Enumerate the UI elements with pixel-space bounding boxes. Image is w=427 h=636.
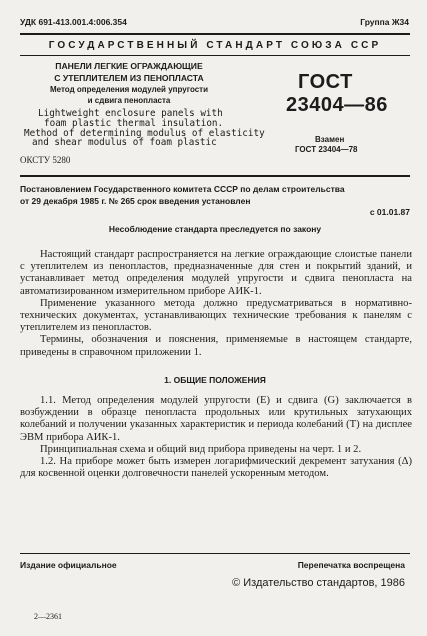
reprint-notice: Перепечатка воспрещена (297, 560, 405, 570)
group-code: Группа Ж34 (360, 17, 409, 27)
section-paragraph: 1.1. Метод определения модулей упругости (E) и сдвига (G) заключается в возбуждении в образце пенопласта продольных или крутильных затухающих колебаний и получении указанных характеристик и периода колебаний (T) на дисплее ЭВМ прибора АИК-1. (20, 395, 412, 443)
section-paragraph: 1.2. На приборе может быть измерен логарифмический декремент затухания (Δ) для косвенной оценки долговечности панелей ускоренным методом. (20, 456, 412, 480)
title-ru-line2: С УТЕПЛИТЕЛЕМ ИЗ ПЕНОПЛАСТА (54, 73, 204, 83)
section-heading: 1. ОБЩИЕ ПОЛОЖЕНИЯ (164, 375, 266, 385)
intro-section (20, 249, 412, 359)
title-en-line3: Method of determining modulus of elasticity (24, 127, 265, 139)
gost-number-value: 23404—86 (286, 94, 388, 116)
intro-paragraph: Применение указанного метода должно предусматриваться в нормативно-технических документах, устанавливающих технические требования к панелям с утеплителем из пенопластов. (20, 297, 412, 334)
top-rule (20, 33, 410, 35)
state-standard-heading: ГОСУДАРСТВЕННЫЙ СТАНДАРТ СОЮЗА ССР (48, 40, 382, 51)
replaces-block (295, 135, 357, 155)
print-code: 2—2361 (34, 612, 62, 621)
copyright: © Издательство стандартов, 1986 (232, 577, 405, 589)
replaces-label: Взамен (315, 135, 345, 144)
title-en-line2: foam plastic thermal insulation. (44, 117, 224, 129)
decree-text (20, 184, 415, 207)
decree-rule (20, 175, 410, 177)
footer-rule (20, 553, 410, 554)
title-ru (24, 60, 234, 106)
decree-line2: от 29 декабря 1985 г. № 265 срок введения установлен (20, 195, 251, 206)
okstu-code: ОКСТУ 5280 (20, 155, 71, 165)
effective-date: с 01.01.87 (369, 207, 410, 217)
replaces-value: ГОСТ 23404—78 (295, 145, 358, 154)
title-ru-line1: ПАНЕЛИ ЛЕГКИЕ ОГРАЖДАЮЩИЕ (55, 61, 203, 71)
official-edition: Издание официальное (20, 560, 117, 570)
title-en (24, 108, 265, 149)
intro-paragraph: Настоящий стандарт распространяется на легкие ограждающие слоистые панели с утеплителем из пенопластов, предназначенные для стен и покрытий зданий, и устанавливает метод определения модулей упругости и сдвига пенопласта на автоматизированном измерительном приборе АИК-1. (20, 249, 412, 297)
decree-line1: Постановлением Государственного комитета СССР по делам строительства (20, 184, 345, 194)
title-en-line1: Lightweight enclosure panels with (38, 108, 223, 119)
gost-number (286, 71, 388, 117)
gost-label: ГОСТ (298, 71, 353, 93)
title-en-line4: and shear modulus of foam plastic (32, 137, 217, 149)
section-paragraph: Принципиальная схема и общий вид прибора приведены на черт. 1 и 2. (40, 443, 362, 455)
section1-body (20, 395, 412, 480)
title-ru-sub1: Метод определения модулей упругости (49, 85, 209, 94)
penalty-notice: Несоблюдение стандарта преследуется по закону (108, 224, 322, 234)
intro-paragraph: Термины, обозначения и пояснения, применяемые в настоящем стандарте, приведены в справочном приложении 1. (20, 334, 412, 358)
header-rule (20, 55, 410, 56)
udk-code: УДК 691-413.001.4:006.354 (20, 17, 127, 27)
title-ru-sub2: и сдвига пенопласта (87, 96, 171, 105)
